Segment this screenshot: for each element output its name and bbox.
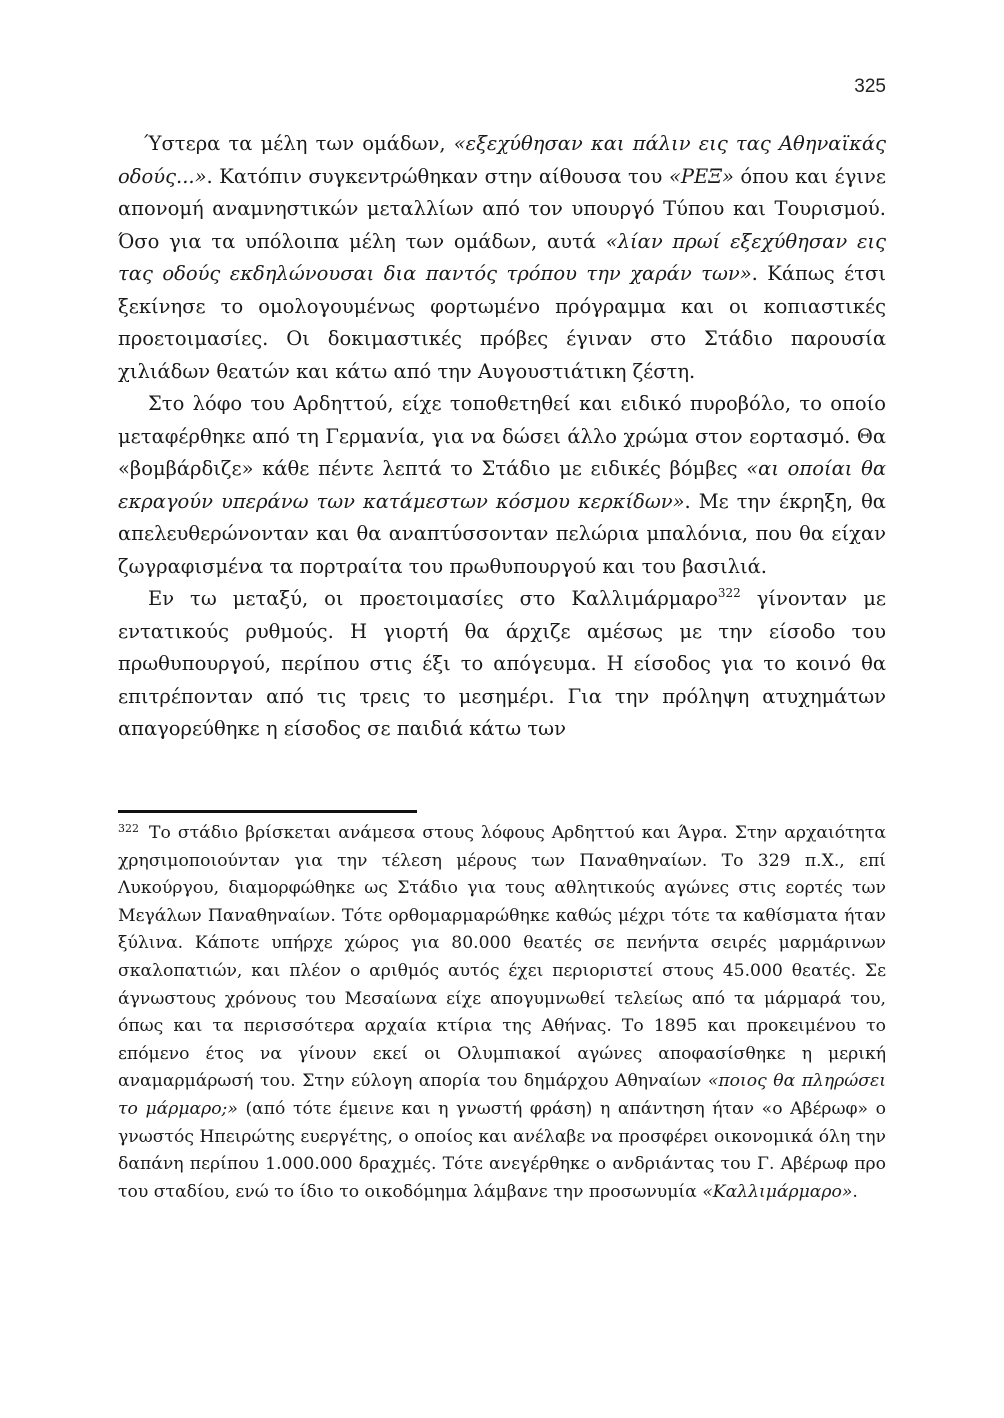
footnote-322	[118, 820, 886, 1206]
quoted-text: «Καλλιμάρμαρο»	[702, 1181, 853, 1202]
quoted-text: «ΡΕΞ»	[668, 164, 734, 188]
paragraph-3	[118, 583, 886, 746]
footnote-reference: 322	[717, 586, 741, 600]
text-run: . Κάπως έτσι ξεκίνησε το ομολογουμένως φορτωμένο πρόγραμμα και οι κοπιαστικές προετοιμασίες. Οι δοκιμαστικές πρόβες έγιναν στο Στάδιο παρουσία χιλιάδων θεατών και κάτω από την Αυγουστιάτικη ζέστη.	[118, 262, 886, 383]
paragraph-1	[118, 128, 886, 388]
body-text	[118, 128, 886, 746]
footnote-separator	[118, 810, 417, 813]
page-number: 325	[854, 76, 886, 97]
text-run: γίνονταν με εντατικούς ρυθμούς. Η γιορτή θα άρχιζε αμέσως με την είσοδο του πρωθυπουργού, περίπου στις έξι το απόγευμα. Η είσοδος για το κοινό θα επιτρέπονταν από τις τρεις το μεσημέρι. Για την πρόληψη ατυχημάτων απαγορεύθηκε η είσοδος σε παιδιά κάτω των	[118, 587, 886, 740]
text-run: . Κατόπιν συγκεντρώθηκαν στην αίθουσα του	[206, 164, 669, 188]
footnote-marker: 322	[118, 822, 139, 835]
text-run: Ύστερα τα μέλη των ομάδων,	[144, 132, 454, 155]
quoted-text: «λίαν πρωί εξεχύθησαν εις τας οδούς εκδηλώνουσαι δια παντός τρόπου την χαράν των»	[118, 229, 886, 285]
text-run: (από τότε έμεινε και η γνωστή φράση) η απάντηση ήταν «ο Αβέρωφ» ο γνωστός Ηπειρώτης ευεργέτης, ο οποίος και ανέλαβε να προσφέρει οικονομικά όλη την δαπάνη περίπου 1.000.000 δραχμές. Τότε ανεγέρθηκε ο ανδριάντας του Γ. Αβέρωφ προ του σταδίου, ενώ το ίδιο το οικοδόμημα λάμβανε την προσωνυμία	[118, 1098, 886, 1202]
text-run: . Με την έκρηξη, θα απελευθερώνονταν και θα αναπτύσσονταν πελώρια μπαλόνια, που θα είχαν ζωγραφισμένα τα πορτραίτα του πρωθυπουργού και του βασιλιά.	[118, 489, 886, 578]
quoted-text: «εξεχύθησαν και πάλιν εις τας Αθηναϊκάς οδούς...»	[118, 132, 886, 188]
text-run: Το στάδιο βρίσκεται ανάμεσα στους λόφους Αρδηττού και Άγρα. Στην αρχαιότητα χρησιμοποιούνταν για την τέλεση μέρους των Παναθηναίων. Το 329 π.Χ., επί Λυκούργου, διαμορφώθηκε ως Στάδιο για τους αθλητικούς αγώνες στις εορτές των Μεγάλων Παναθηναίων. Τότε ορθομαρμαρώθηκε καθώς μέχρι τότε τα καθίσματα ήταν ξύλινα. Κάποτε υπήρχε χώρος για 80.000 θεατές σε πενήντα σειρές μαρμάρινων σκαλοπατιών, και πλέον ο αριθμός αυτός έχει περιοριστεί στους 45.000 θεατές. Σε άγνωστους χρόνους του Μεσαίωνα είχε απογυμνωθεί τελείως από τα μάρμαρά του, όπως και τα περισσότερα αρχαία κτίρια της Αθήνας. Το 1895 και προκειμένου το επόμενο έτος να γίνουν εκεί οι Ολυμπιακοί αγώνες αποφασίσθηκε η μερική αναμαρμάρωσή του. Στην εύλογη απορία του δημάρχου Αθηναίων	[118, 823, 886, 1092]
quoted-text: «ποιος θα πληρώσει το μάρμαρο;»	[118, 1071, 887, 1119]
text-run: Στο λόφο του Αρδηττού, είχε τοποθετηθεί και ειδικό πυροβόλο, το οποίο μεταφέρθηκε από τη Γερμανία, για να δώσει άλλο χρώμα στον εορτασμό. Θα «βομβάρδιζε» κάθε πέντε λεπτά το Στάδιο με ειδικές βόμβες	[118, 392, 886, 480]
paragraph-2	[118, 388, 886, 583]
text-run: Εν τω μεταξύ, οι προετοιμασίες στο Καλλιμάρμαρο	[148, 587, 718, 610]
text-run: όπου και έγινε απονομή αναμνηστικών μεταλλίων από τον υπουργό Τύπου και Τουρισμού. Όσο για τα υπόλοιπα μέλη των ομάδων, αυτά	[118, 164, 886, 253]
quoted-text: «αι οποίαι θα εκραγούν υπεράνω των κατάμεστων κόσμου κερκίδων»	[118, 457, 887, 513]
text-run: .	[852, 1181, 858, 1202]
